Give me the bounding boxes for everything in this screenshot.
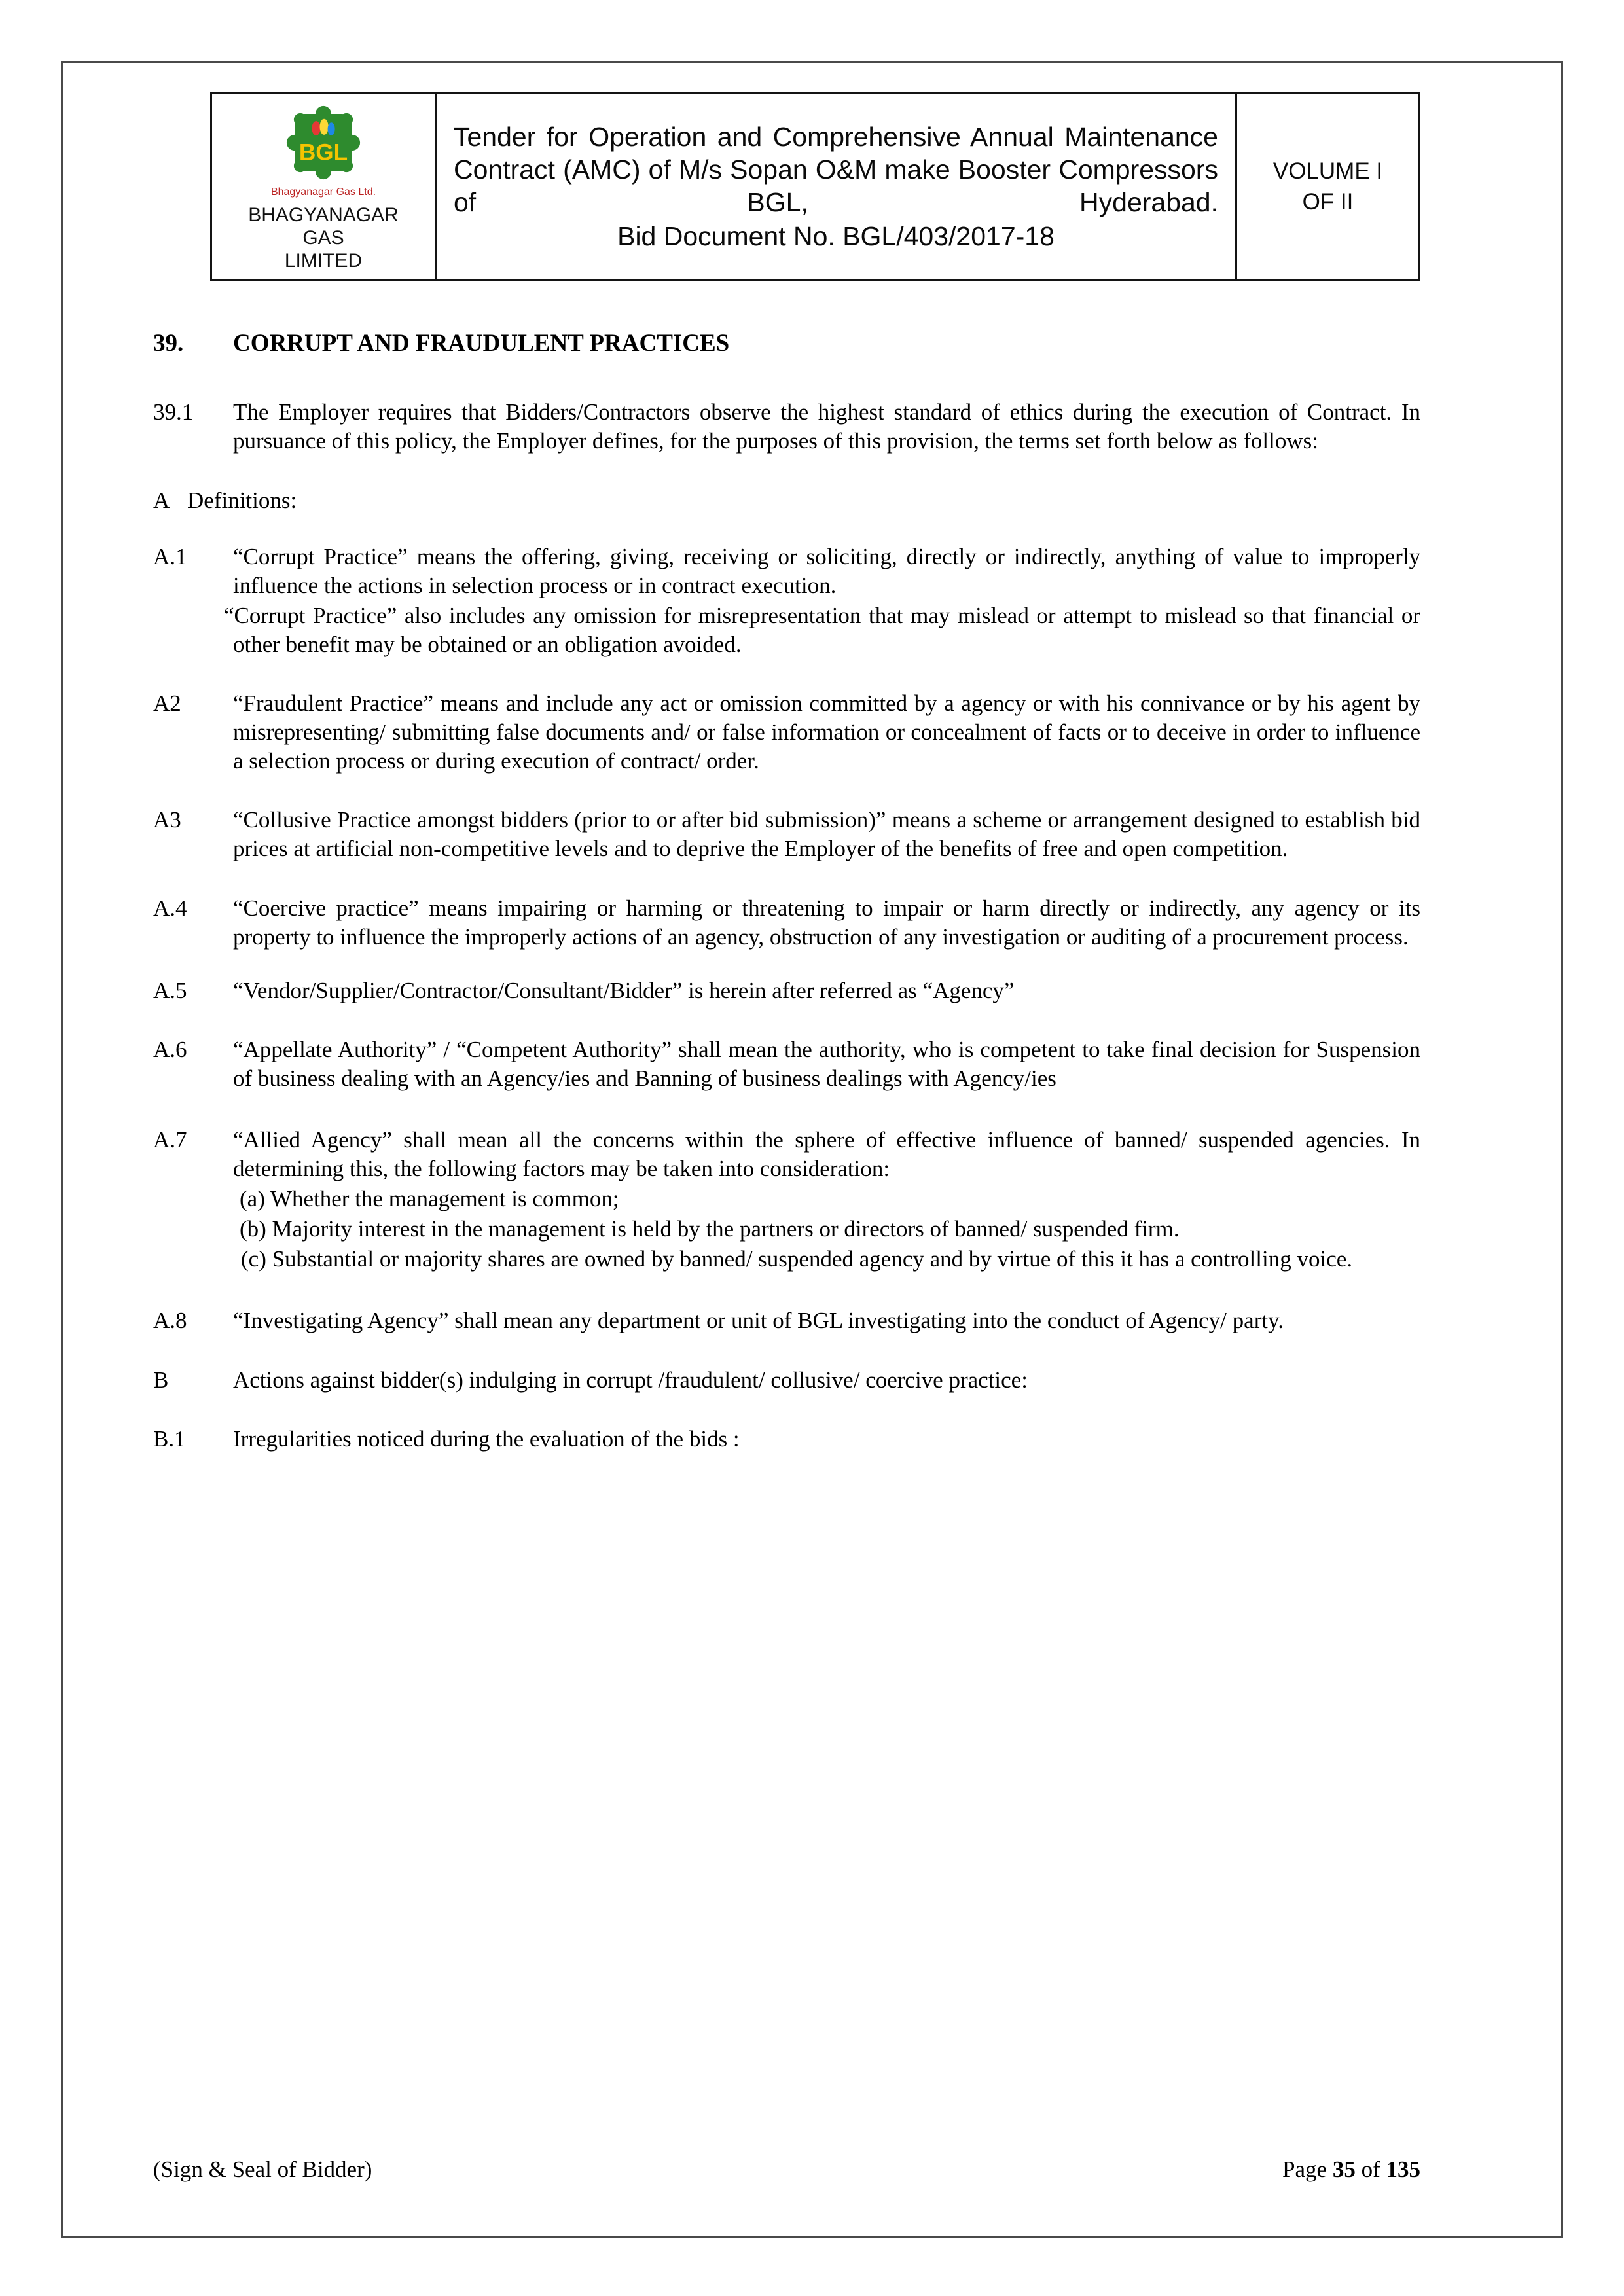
sign-seal-note: (Sign & Seal of Bidder) — [153, 2157, 372, 2182]
volume-line1: VOLUME I — [1272, 158, 1383, 185]
org-name — [225, 204, 422, 273]
volume-line2: OF II — [1302, 189, 1354, 215]
clause-label: A.1 — [153, 543, 187, 569]
clause-text — [224, 543, 1420, 659]
clause-paragraph: “Allied Agency” shall mean all the concerns within the sphere of effective influence of banned/ suspended agencies. In determining this, the following factors may be taken into consideration: — [233, 1126, 1420, 1182]
page-current: 35 — [1332, 2157, 1356, 2182]
clause-a5 — [153, 977, 1420, 1005]
section-heading — [153, 329, 1420, 359]
clause-label: A2 — [153, 691, 181, 717]
clause-label: A.8 — [153, 1308, 187, 1334]
tender-title: Tender for Operation and Comprehensive Annual Maintenance Contract (AMC) of M/s Sopan O&M make Booster Compressors of BGL, Hyderabad. — [454, 122, 1218, 218]
clause-label: A.4 — [153, 895, 187, 921]
clause-paragraph: “Corrupt Practice” means the offering, giving, receiving or soliciting, directly or indirectly, anything of value to improperly influence the actions in selection process or in contract execution. — [233, 543, 1420, 598]
clause-a2 — [153, 689, 1420, 776]
document-header-table — [210, 92, 1420, 281]
section-number: 39. — [153, 329, 184, 357]
page-word: Page — [1282, 2157, 1333, 2182]
clause-label: B.1 — [153, 1426, 186, 1452]
clause-subitem-b: (b) Majority interest in the management is held by the partners or directors of banned/ suspended firm. — [240, 1216, 1180, 1242]
document-footer — [153, 2157, 1420, 2183]
clause-text: “Appellate Authority” / “Competent Authority” shall mean the authority, who is competent to take final decision for Suspension of business dealing with an Agency/ies and Banning of business dealings with Agency/ies — [233, 1036, 1420, 1091]
clause-definitions — [153, 486, 1420, 515]
clause-subitem-c: (c) Substantial or majority shares are owned by banned/ suspended agency and by virtue of this it has a controlling voice. — [241, 1246, 1353, 1272]
volume-cell — [1235, 94, 1418, 279]
clause-39-1 — [153, 398, 1420, 456]
clause-label: A3 — [153, 807, 181, 833]
clause-label: 39.1 — [153, 399, 194, 425]
clause-b — [153, 1366, 1420, 1395]
page-total: 135 — [1386, 2157, 1420, 2182]
clause-a6 — [153, 1035, 1420, 1093]
org-name-line1: BHAGYANAGAR GAS — [248, 204, 399, 249]
clause-text: “Fraudulent Practice” means and include any act or omission committed by a agency or with his connivance or by his agent by misrepresenting/ submitting false documents and/ or false information or concealment of facts or to deceive in order to influence a selection process or during execution of contract/ order. — [233, 691, 1420, 774]
clause-text — [233, 1126, 1420, 1274]
clause-label: A.5 — [153, 977, 187, 1003]
clause-text: “Investigating Agency” shall mean any department or unit of BGL investigating into the conduct of Agency/ party. — [233, 1308, 1284, 1334]
clause-label: A — [153, 487, 170, 513]
clause-a3 — [153, 806, 1420, 863]
section-title: CORRUPT AND FRAUDULENT PRACTICES — [233, 329, 730, 357]
clause-b1 — [153, 1425, 1420, 1454]
clause-a7 — [153, 1126, 1420, 1274]
clause-a8 — [153, 1306, 1420, 1335]
clause-a4 — [153, 894, 1420, 952]
clause-text: “Collusive Practice amongst bidders (prior to or after bid submission)” means a scheme or arrangement designed to establish bid prices at artificial non-competitive levels and to deprive the Employer of the benefits of free and open competition. — [233, 807, 1420, 862]
logo-cell — [212, 94, 435, 279]
clause-text: “Coercive practice” means impairing or harming or threatening to impair or harm directly or indirectly, any agency or its property to influence the improperly actions of an agency, obstruction of any investigation or auditing of a procurement process. — [233, 895, 1420, 950]
document-page — [61, 61, 1563, 2238]
clause-label: A.7 — [153, 1126, 187, 1153]
of-word: of — [1355, 2157, 1386, 2182]
clause-text: The Employer requires that Bidders/Contractors observe the highest standard of ethics during the execution of Contract. In pursuance of this policy, the Employer defines, for the purposes of this provision, the terms set forth below as follows: — [233, 399, 1420, 454]
clause-paragraph: “Corrupt Practice” also includes any omission for misrepresentation that may mislead or attempt to mislead so that financial or other benefit may be obtained or an obligation avoided. — [224, 602, 1420, 657]
clause-text: Definitions: — [187, 487, 297, 513]
page-number — [1282, 2157, 1420, 2183]
org-name-line2: LIMITED — [284, 250, 363, 272]
clause-text: Actions against bidder(s) indulging in corrupt /fraudulent/ collusive/ coercive practice: — [233, 1367, 1028, 1393]
bid-document-number: Bid Document No. BGL/403/2017-18 — [617, 221, 1055, 252]
document-body — [153, 329, 1420, 1454]
clause-subitem-a: (a) Whether the management is common; — [240, 1186, 619, 1212]
clause-label: B — [153, 1367, 169, 1393]
tender-title-cell — [435, 94, 1235, 279]
clause-text: “Vendor/Supplier/Contractor/Consultant/Bidder” is herein after referred as “Agency” — [233, 977, 1015, 1003]
logo-tagline: Bhagyanagar Gas Ltd. — [270, 187, 376, 198]
bgl-logo-icon — [280, 99, 367, 186]
clause-text: Irregularities noticed during the evaluation of the bids : — [233, 1426, 740, 1452]
clause-a1 — [153, 543, 1420, 659]
clause-label: A.6 — [153, 1036, 187, 1062]
logo-abbr-text: BGL — [298, 139, 348, 166]
